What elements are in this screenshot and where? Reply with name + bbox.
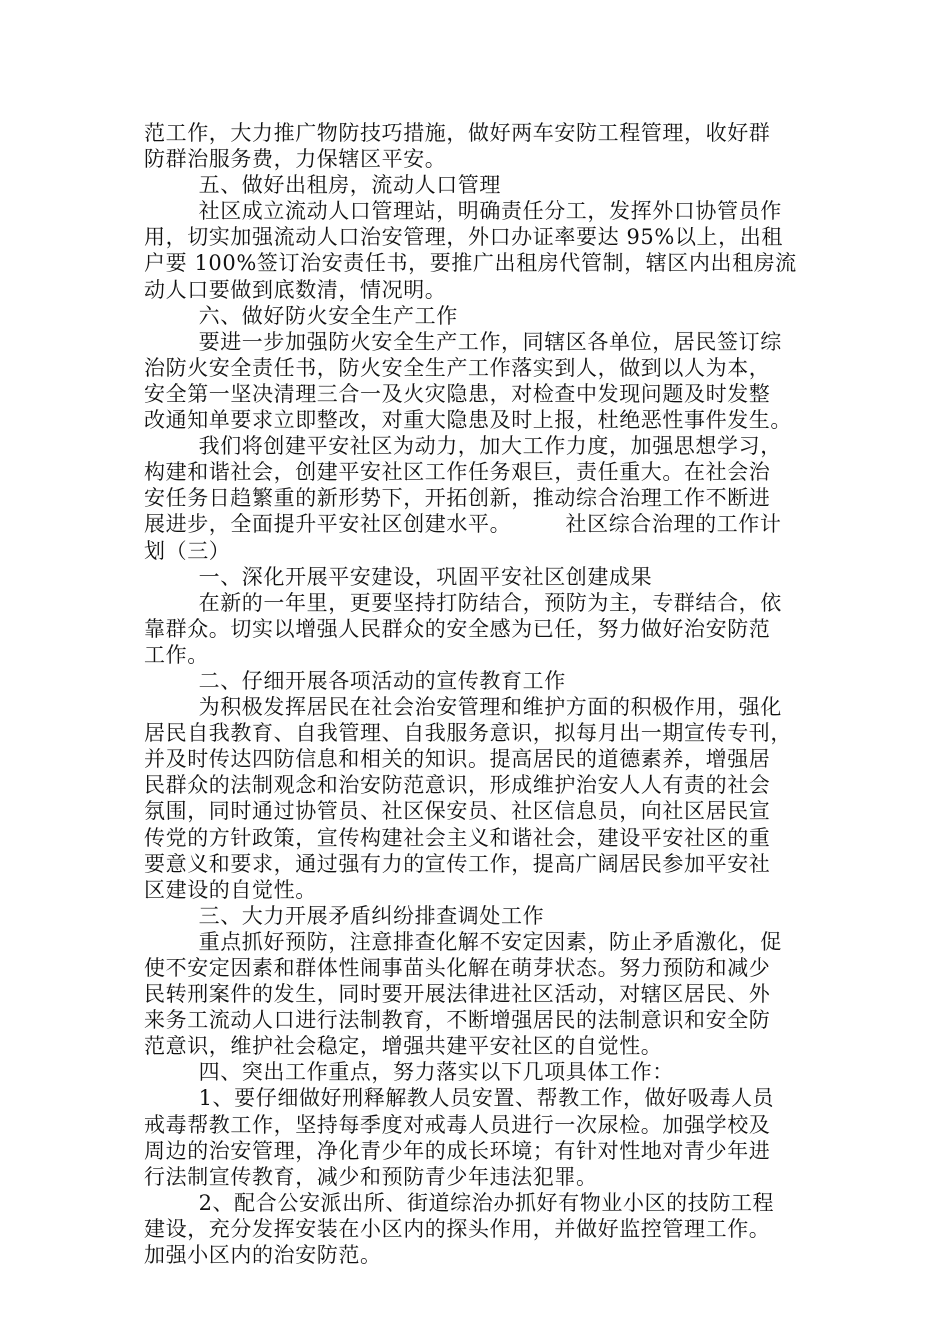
- text-line: 安全第一坚决清理三合一及火灾隐患，对检查中发现问题及时发整: [144, 381, 771, 406]
- text-line: 防群治服务费，力保辖区平安。: [144, 147, 447, 172]
- document-paragraph: [144, 668, 810, 694]
- text-line: 区建设的自觉性。: [144, 877, 317, 902]
- text-line: 户要 100%签订治安责任书，要推广出租房代管制，辖区内出租房流: [144, 251, 797, 276]
- text-line: 重点抓好预防，注意排查化解不安定因素，防止矛盾激化，促: [198, 929, 782, 954]
- document-paragraph: [144, 903, 810, 929]
- text-line: 我们将创建平安社区为动力，加大工作力度，加强思想学习，: [198, 434, 782, 459]
- document-paragraph: [144, 929, 810, 1059]
- text-line: 社区成立流动人口管理站，明确责任分工，发挥外口协管员作: [198, 199, 782, 224]
- text-line: 靠群众。切实以增强人民群众的安全感为已任，努力做好治安防范: [144, 616, 771, 641]
- text-line: 范意识，维护社会稳定，增强共建平安社区的自觉性。: [144, 1034, 663, 1059]
- text-line: 构建和谐社会，创建平安社区工作任务艰巨，责任重大。在社会治: [144, 460, 771, 485]
- document-paragraph: [144, 120, 810, 172]
- document-paragraph: [144, 433, 810, 563]
- text-line: 周边的治安管理，净化青少年的成长环境；有针对性地对青少年进: [144, 1138, 771, 1163]
- text-line: 要进一步加强防火安全生产工作，同辖区各单位，居民签订综: [198, 329, 782, 354]
- document-paragraph: [144, 329, 810, 433]
- text-line: 工作。: [144, 642, 209, 667]
- document-page: [144, 120, 810, 1268]
- text-line: 一、深化开展平安建设，巩固平安社区创建成果: [198, 564, 653, 589]
- text-line: 安任务日趋繁重的新形势下，开拓创新，推动综合治理工作不断进: [144, 486, 771, 511]
- document-paragraph: [144, 172, 810, 198]
- text-line: 并及时传达四防信息和相关的知识。提高居民的道德素养，增强居: [144, 747, 771, 772]
- text-line: 建设，充分发挥安装在小区内的探头作用，并做好监控管理工作。: [144, 1216, 771, 1241]
- text-line: 来务工流动人口进行法制教育，不断增强居民的法制意识和安全防: [144, 1008, 771, 1033]
- text-line: 氛围，同时通过协管员、社区保安员、社区信息员，向社区居民宣: [144, 799, 771, 824]
- text-line: 加强小区内的治安防范。: [144, 1243, 382, 1268]
- document-paragraph: [144, 1085, 810, 1189]
- text-line: 六、做好防火安全生产工作: [198, 303, 458, 328]
- text-line: 使不安定因素和群体性闹事苗头化解在萌芽状态。努力预防和减少: [144, 956, 771, 980]
- text-line: 传党的方针政策，宣传构建社会主义和谐社会，建设平安社区的重: [144, 825, 771, 850]
- text-line: 民转刑案件的发生，同时要开展法律进社区活动，对辖区居民、外: [144, 982, 771, 1007]
- document-paragraph: [144, 694, 810, 903]
- text-line: 戒毒帮教工作，坚持每季度对戒毒人员进行一次尿检。加强学校及: [144, 1112, 771, 1137]
- document-paragraph: [144, 198, 810, 302]
- text-line: 范工作，大力推广物防技巧措施，做好两车安防工程管理，收好群: [144, 121, 771, 145]
- text-line: 1、要仔细做好刑释解教人员安置、帮教工作，做好吸毒人员: [198, 1086, 775, 1111]
- text-line: 五、做好出租房，流动人口管理: [198, 173, 501, 198]
- text-line: 行法制宣传教育，减少和预防青少年违法犯罪。: [144, 1164, 598, 1189]
- text-line: 划（三）: [144, 538, 231, 563]
- text-line: 三、大力开展矛盾纠纷排查调处工作: [198, 903, 545, 928]
- document-paragraph: [144, 590, 810, 668]
- text-line: 2、配合公安派出所、街道综治办抓好有物业小区的技防工程: [198, 1190, 775, 1215]
- text-line: 为积极发挥居民在社会治安管理和维护方面的积极作用，强化: [198, 695, 782, 720]
- document-paragraph: [144, 564, 810, 590]
- text-line: 居民自我教育、自我管理、自我服务意识，拟每月出一期宣传专刊，: [144, 721, 792, 746]
- document-paragraph: [144, 1059, 810, 1085]
- text-line: 二、仔细开展各项活动的宣传教育工作: [198, 668, 566, 693]
- text-line: 改通知单要求立即整改，对重大隐患及时上报，杜绝恶性事件发生。: [144, 408, 792, 433]
- text-line: 用，切实加强流动人口治安管理，外口办证率要达 95%以上，出租: [144, 225, 783, 250]
- text-line: 要意义和要求，通过强有力的宣传工作，提高广阔居民参加平安社: [144, 851, 771, 876]
- text-line: 民群众的法制观念和治安防范意识，形成维护治安人人有责的社会: [144, 773, 771, 798]
- text-line: 在新的一年里，更要坚持打防结合，预防为主，专群结合，依: [198, 590, 782, 615]
- text-line: 四、突出工作重点，努力落实以下几项具体工作：: [198, 1060, 674, 1085]
- text-line: 展进步，全面提升平安社区创建水平。 社区综合治理的工作计: [144, 512, 782, 537]
- document-paragraph: [144, 303, 810, 329]
- text-line: 治防火安全责任书，防火安全生产工作落实到人，做到以人为本，: [144, 355, 771, 380]
- document-paragraph: [144, 1190, 810, 1268]
- text-line: 动人口要做到底数清，情况明。: [144, 277, 447, 302]
